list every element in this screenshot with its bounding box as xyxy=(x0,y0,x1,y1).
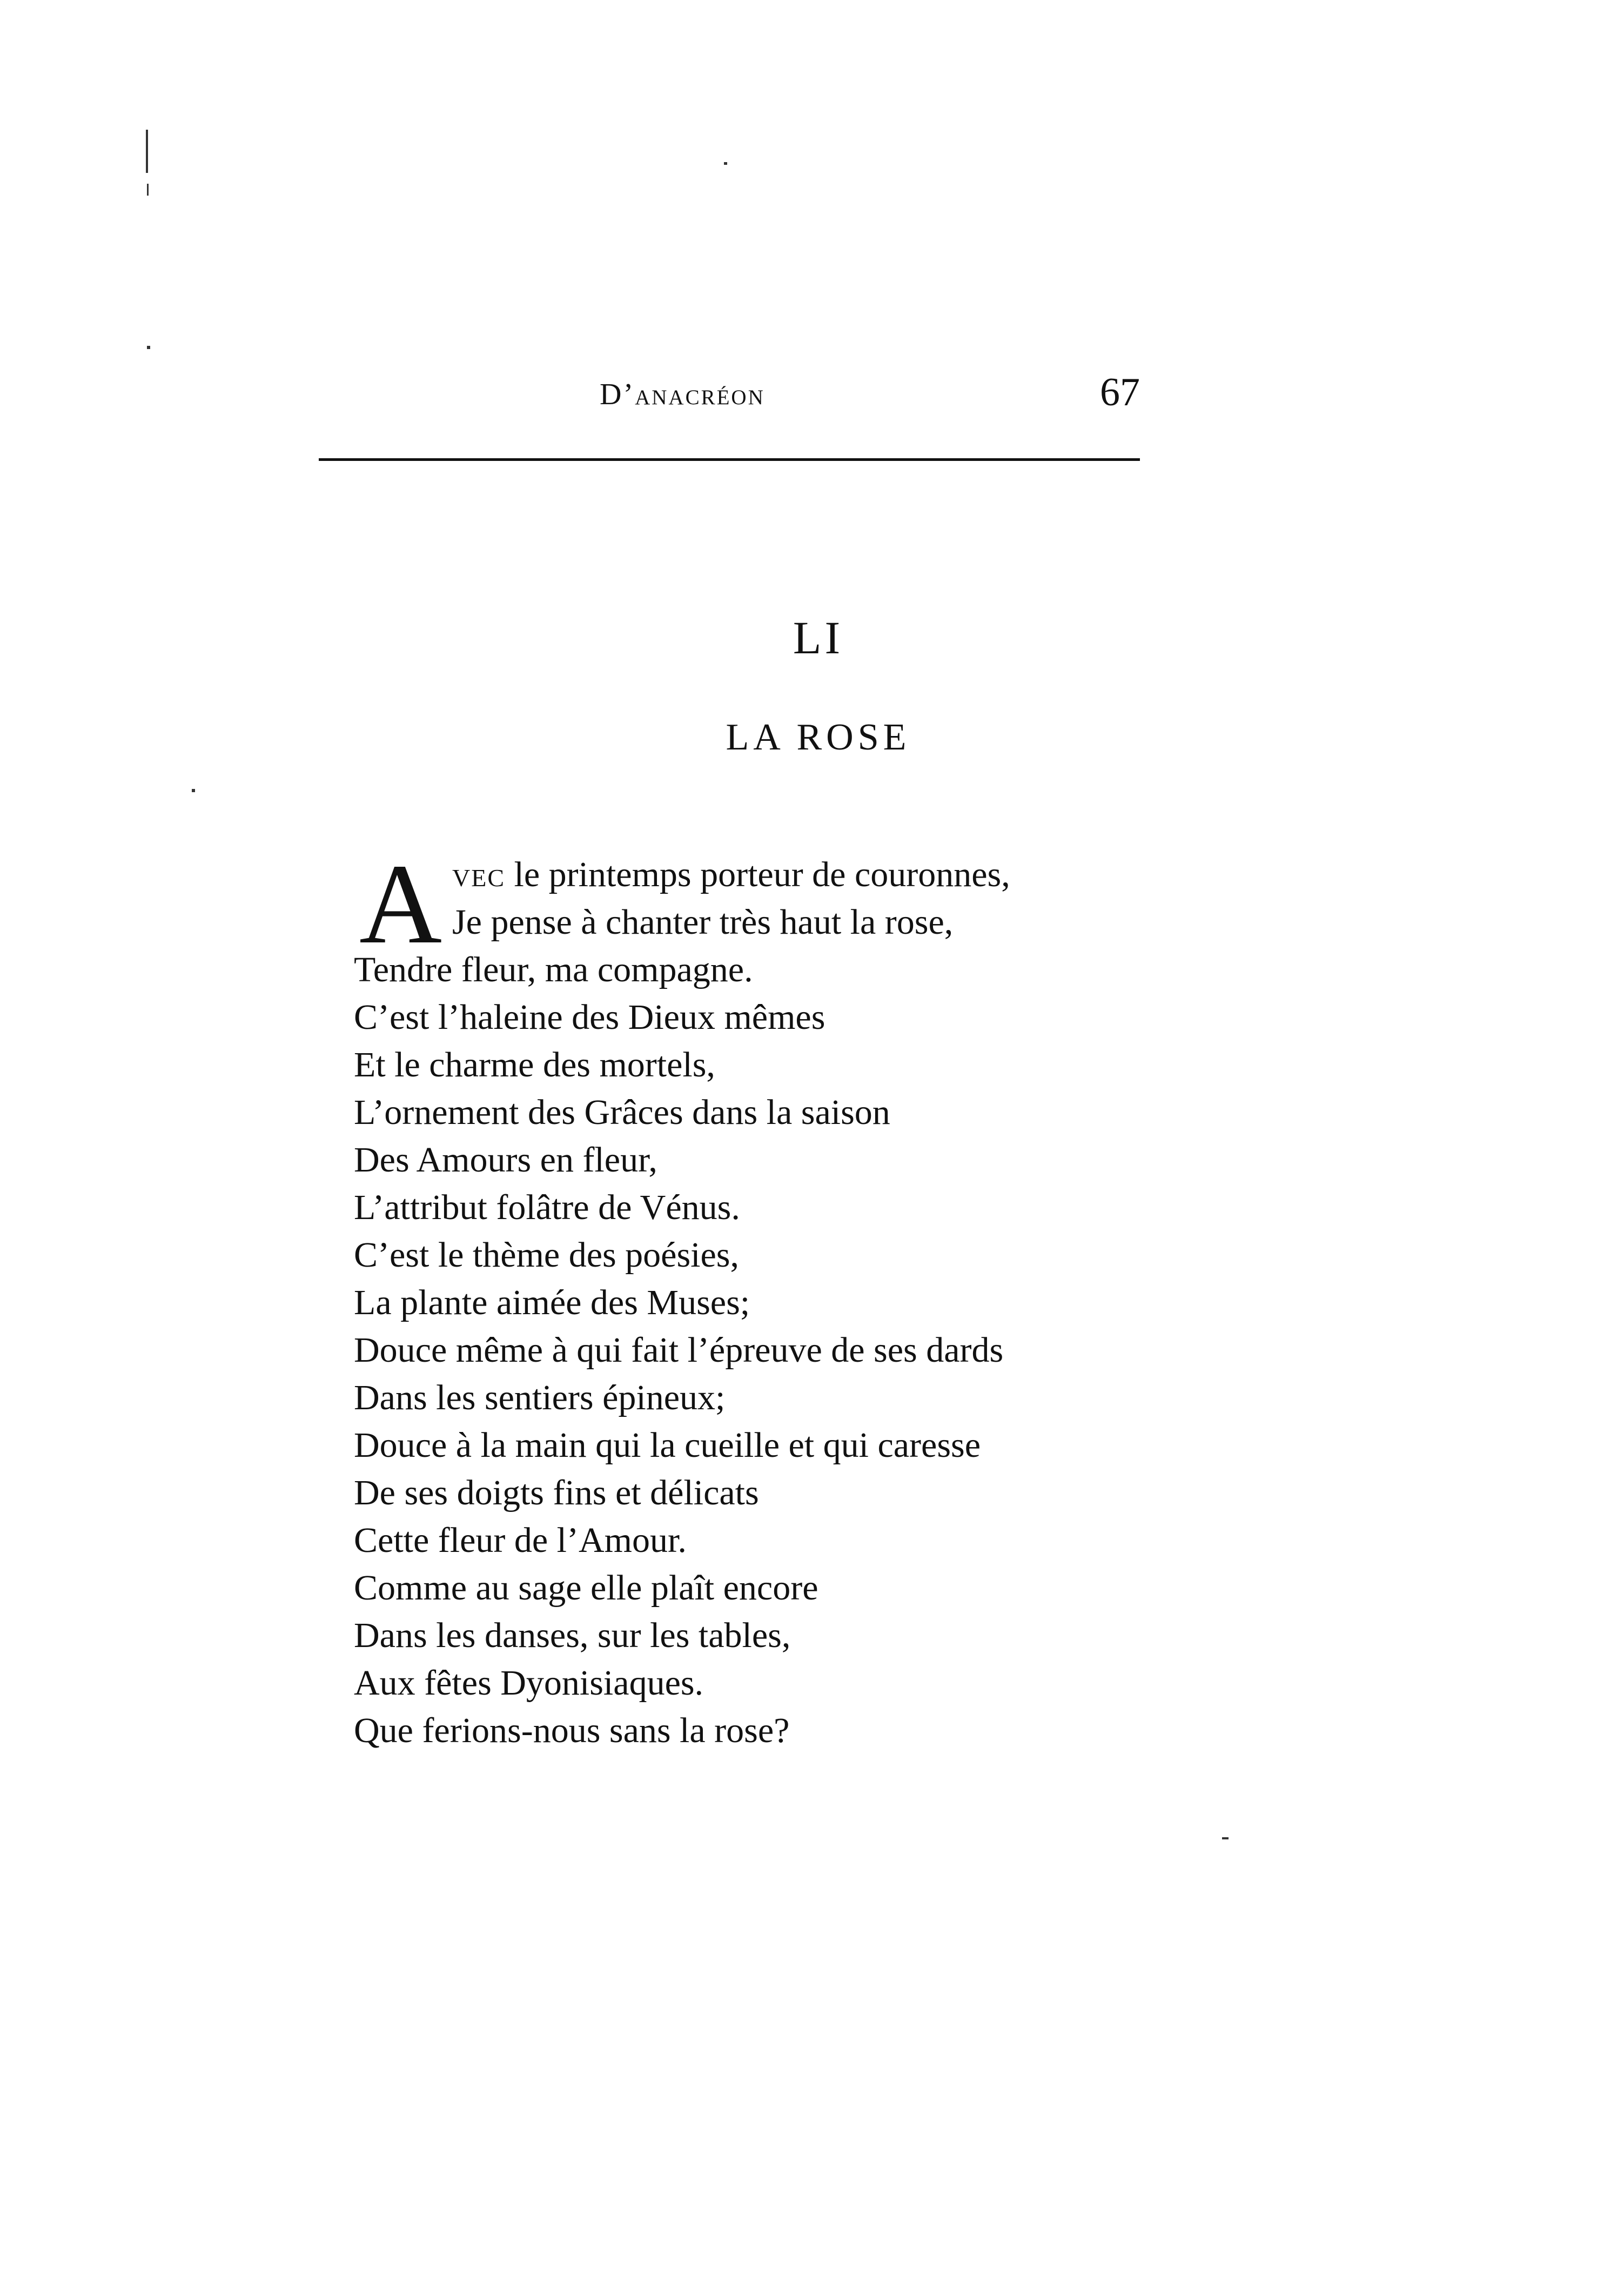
poem-body xyxy=(354,840,1272,1755)
verse-line: C’est le thème des poésies, xyxy=(354,1235,739,1275)
verse-line: Dans les sentiers épineux; xyxy=(354,1378,726,1417)
verse-line: Des Amours en fleur, xyxy=(354,1140,657,1180)
page-number: 67 xyxy=(1100,370,1140,414)
verse-line: Que ferions-nous sans la rose? xyxy=(354,1711,790,1750)
verse-line: Comme au sage elle plaît encore xyxy=(354,1568,818,1608)
first-line-text: le printemps porteur de couronnes, xyxy=(505,855,1010,894)
verse-line: Cette fleur de l’Amour. xyxy=(354,1521,687,1560)
verse-line: Douce à la main qui la cueille et qui caresse xyxy=(354,1425,981,1465)
verse-line: Dans les danses, sur les tables, xyxy=(354,1616,791,1655)
verse-line: Douce même à qui fait l’épreuve de ses dards xyxy=(354,1330,1004,1370)
verse-line: L’attribut folâtre de Vénus. xyxy=(354,1188,740,1227)
verse-line: L’ornement des Grâces dans la saison xyxy=(354,1093,890,1132)
verse-line: De ses doigts fins et délicats xyxy=(354,1473,759,1512)
running-head xyxy=(319,370,1140,438)
verse-line-1 xyxy=(354,851,1272,899)
poem-number: LI xyxy=(793,612,844,664)
running-title: D’anacréon xyxy=(600,378,765,411)
verse-line: Aux fêtes Dyonisiaques. xyxy=(354,1663,704,1703)
verse-line: La plante aimée des Muses; xyxy=(354,1283,750,1322)
verse-line: Et le charme des mortels, xyxy=(354,1045,715,1085)
poem-title: LA ROSE xyxy=(726,717,911,758)
lead-word: vec xyxy=(452,855,505,894)
verse-line: Tendre fleur, ma compagne. xyxy=(354,950,753,989)
header-rule xyxy=(319,458,1140,461)
verse-line: C’est l’haleine des Dieux mêmes xyxy=(354,998,826,1037)
drop-cap: A xyxy=(359,840,442,967)
verse-line: Je pense à chanter très haut la rose, xyxy=(452,902,954,942)
